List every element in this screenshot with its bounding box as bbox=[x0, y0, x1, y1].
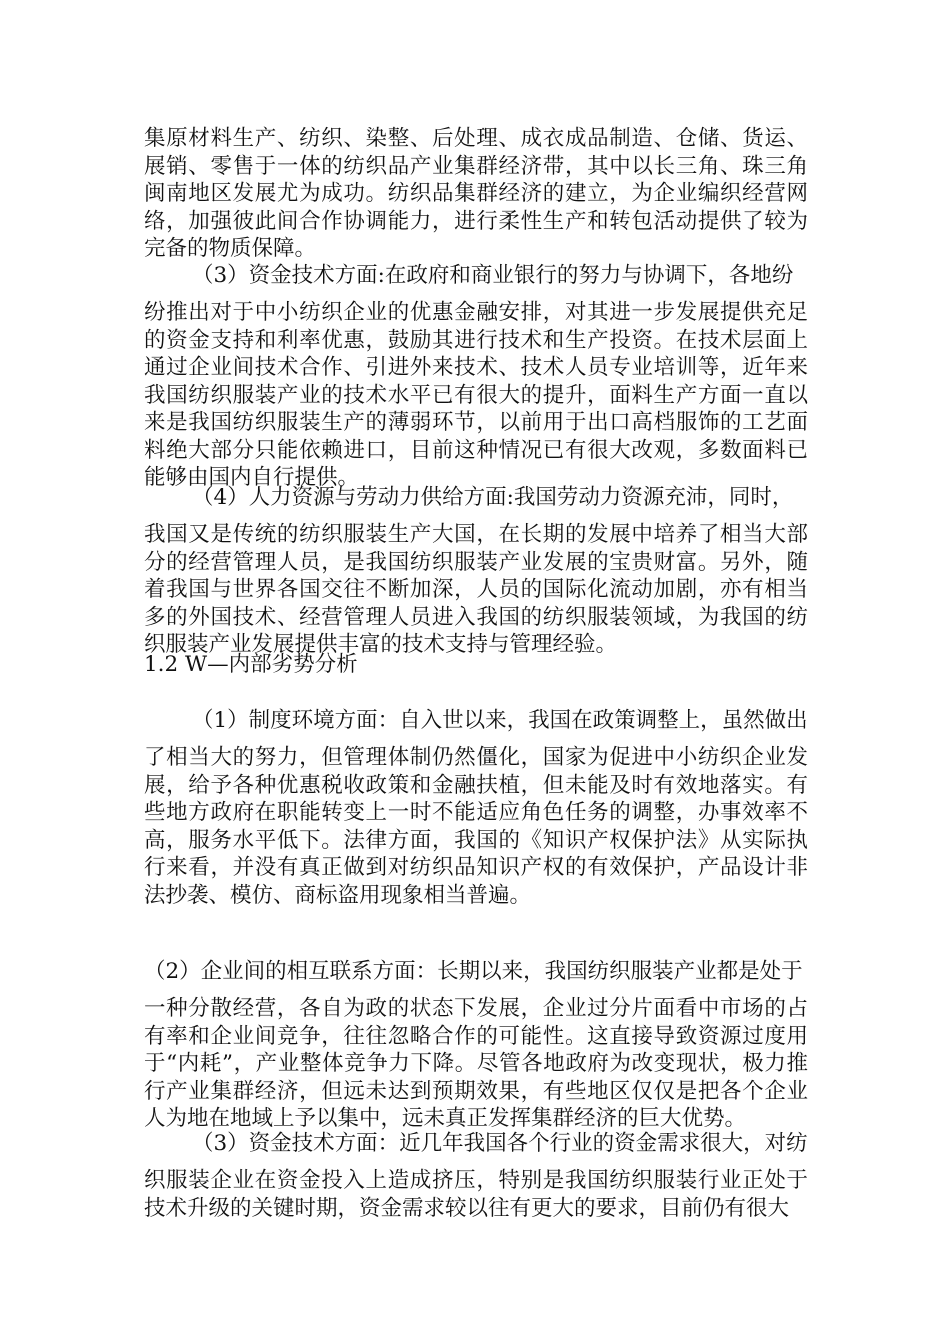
paragraph-capital-tech-body: 纷推出对于中小纺织企业的优惠金融安排，对其进一步发展提供充足的资金支持和利率优惠，鼓励其进行技术和生产投资。在技术层面上通过企业间技术合作、引进外来技术、技术人员专业培训等，近年来我国纺织服装产业的技术水平已有很大的提升，面料生产方面一直以来是我国纺织服装生产的薄弱环节，以前用于出口高档服饰的工艺面料绝大部分只能依赖进口，目前这种情况已有很大改观，多数面料已能够由国内自行提供。 bbox=[144, 300, 808, 490]
paragraph-interfirm-lead: （2）企业间的相互联系方面：长期以来，我国纺织服装产业都是处于 bbox=[144, 959, 803, 984]
paragraph-institution-lead: （1）制度环境方面：自入世以来，我国在政策调整上，虽然做出 bbox=[192, 708, 808, 733]
paragraph-capital-weakness-lead: （3）资金技术方面：近几年我国各个行业的资金需求很大，对纺 bbox=[192, 1131, 808, 1156]
paragraph-labor-lead: （4）人力资源与劳动力供给方面:我国劳动力资源充沛，同时， bbox=[192, 485, 794, 510]
paragraph-capital-weakness-body: 织服装企业在资金投入上造成挤压，特别是我国纺织服装行业正处于技术升级的关键时期，资金需求较以往有更大的要求，目前仍有很大 bbox=[144, 1168, 808, 1221]
paragraph-labor-body: 我国又是传统的纺织服装生产大国，在长期的发展中培养了相当大部分的经营管理人员，是我国纺织服装产业发展的宝贵财富。另外，随着我国与世界各国交往不断加深，人员的国际化流动加剧，亦有相当多的外国技术、经营管理人员进入我国的纺织服装领域，为我国的纺织服装产业发展提供丰富的技术支持与管理经验。 bbox=[144, 522, 808, 657]
paragraph-industry-cluster: 集原材料生产、纺织、染整、后处理、成衣成品制造、仓储、货运、展销、零售于一体的纺织品产业集群经济带，其中以长三角、珠三角闽南地区发展尤为成功。纺织品集群经济的建立，为企业编织经营网络，加强彼此间合作协调能力，进行柔性生产和转包活动提供了较为完备的物质保障。 bbox=[144, 126, 808, 261]
paragraph-interfirm-body: 一种分散经营，各自为政的状态下发展，企业过分片面看中市场的占有率和企业间竞争，往往忽略合作的可能性。这直接导致资源过度用于“内耗”，产业整体竞争力下降。尽管各地政府为改变现状，极力推行产业集群经济，但远未达到预期效果，有些地区仅仅是把各个企业人为地在地域上予以集中，远未真正发挥集群经济的巨大优势。 bbox=[144, 996, 808, 1131]
paragraph-institution-body: 了相当大的努力，但管理体制仍然僵化，国家为促进中小纺织企业发展，给予各种优惠税收政策和金融扶植，但未能及时有效地落实。有些地方政府在职能转变上一时不能适应角色任务的调整，办事效率不高，服务水平低下。法律方面，我国的《知识产权保护法》从实际执行来看，并没有真正做到对纺织品知识产权的有效保护，产品设计非法抄袭、模仿、商标盗用现象相当普遍。 bbox=[144, 745, 808, 908]
section-heading-weakness: 1.2 W—内部劣势分析 bbox=[144, 652, 358, 677]
paragraph-capital-tech-lead: （3）资金技术方面:在政府和商业银行的努力与协调下，各地纷 bbox=[192, 263, 794, 288]
